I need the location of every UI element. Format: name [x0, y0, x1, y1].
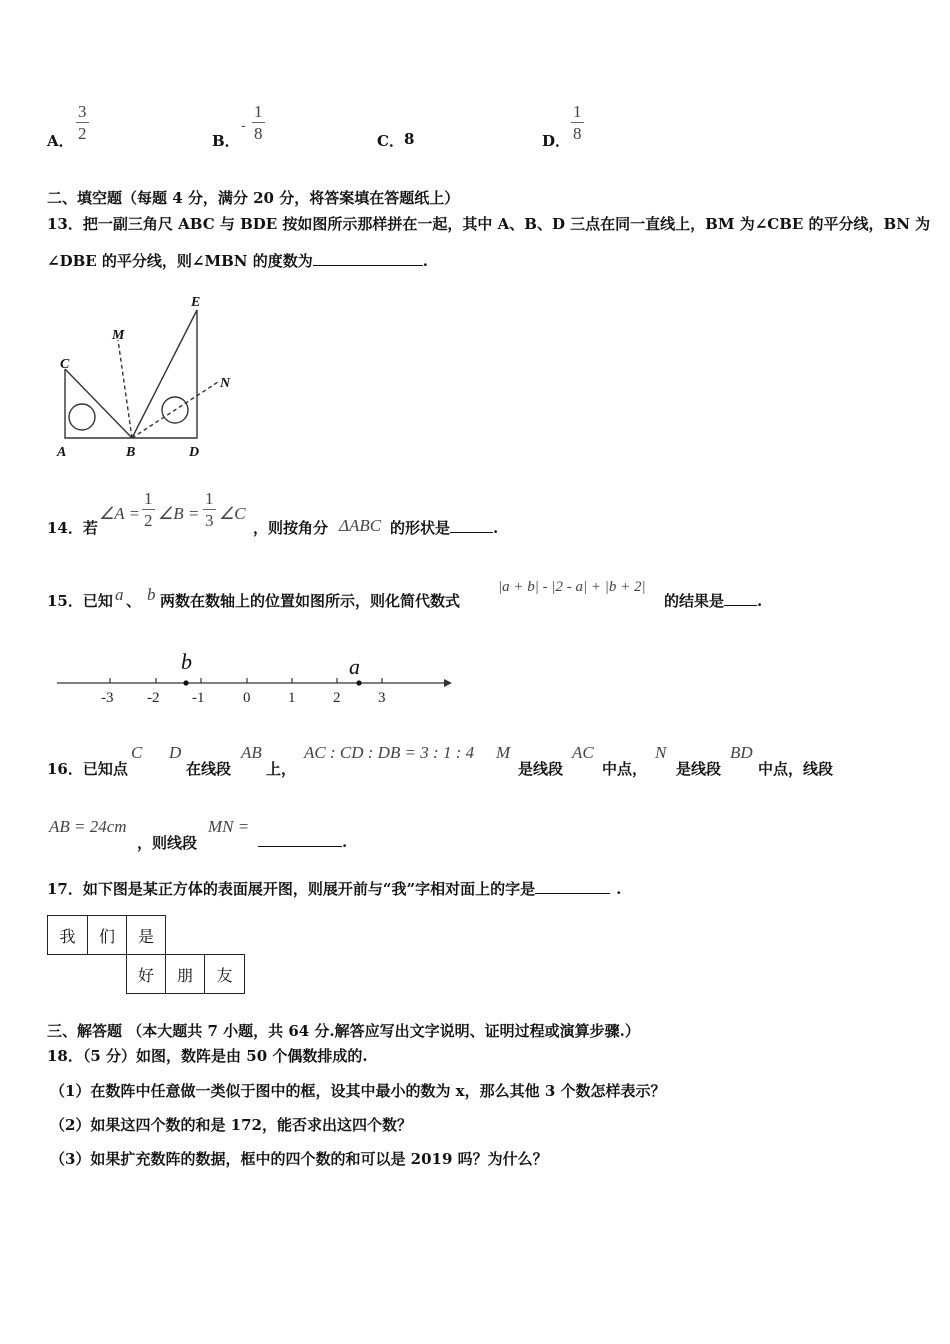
option-a-label: A． [47, 132, 74, 150]
option-c-label: C． [377, 132, 404, 150]
q13-period: . [422, 252, 428, 270]
q18-part-1: （1）在数阵中任意做一类似于图中的框，设其中最小的数为 x，那么其他 3 个数怎样表示？ [50, 1082, 666, 1100]
q14-answer-blank[interactable] [450, 518, 493, 533]
option-d-denominator: 8 [573, 124, 582, 143]
net-cell-top-2: 们 [87, 915, 127, 955]
q16-ab: AB [241, 743, 262, 762]
label-e: E [191, 295, 201, 310]
q13-line2-text: ∠DBE 的平分线，则∠MBN 的度数为 [47, 252, 313, 270]
q16-t3: 是线段 [518, 760, 564, 778]
net-cell-bottom-1: 好 [126, 954, 166, 994]
triangles-outline [65, 310, 197, 438]
q17-answer-blank[interactable] [535, 879, 610, 894]
tick-label-neg3: -3 [101, 690, 114, 706]
section-3-title: 三、解答题 （本大题共 7 小题，共 64 分.解答应写出文字说明、证明过程或演算步骤.） [47, 1022, 640, 1040]
q17-stem [47, 878, 621, 899]
q16-period: . [342, 833, 348, 851]
label-b: B [126, 445, 136, 460]
q16-length: AB = 24cm [49, 817, 127, 836]
q15-answer-blank[interactable] [724, 591, 757, 606]
q16-answer-blank[interactable] [258, 832, 342, 847]
q17-period: . [616, 880, 622, 898]
q13-answer-blank[interactable] [313, 251, 423, 266]
tick-label-3: 3 [378, 690, 386, 706]
q15-suffix-text: 的结果是 [664, 592, 725, 610]
option-d-fraction [571, 103, 584, 142]
q14-angle-b: ∠B = [158, 504, 200, 523]
q14-f2-denominator: 3 [205, 511, 214, 530]
q15-suffix [664, 590, 762, 611]
q16-t4: 中点， [602, 760, 648, 778]
option-b-sign: - [241, 118, 246, 134]
q13-line2 [47, 250, 428, 271]
cube-net [47, 915, 247, 995]
q16-prefix: 16．已知点 [47, 760, 128, 778]
q14-f2-numerator: 1 [205, 489, 214, 508]
q16-t7: ，则线段 [137, 834, 198, 852]
q18-part-2: （2）如果这四个数的和是 172，能否求出这四个数？ [50, 1116, 412, 1134]
q14-f1-denominator: 2 [144, 511, 153, 530]
tick-label-neg2: -2 [147, 690, 160, 706]
q16-mn: MN = [208, 817, 250, 836]
q16-t1: 在线段 [186, 760, 232, 778]
option-c-value: 8 [404, 130, 415, 148]
q15-expression: |a + b| - |2 - a| + |b + 2| [498, 579, 646, 595]
label-d: D [189, 445, 200, 460]
q16-m: M [496, 743, 511, 762]
net-cell-bottom-3: 友 [204, 954, 245, 994]
q15-sep: 、 [126, 592, 142, 610]
option-a-fraction [76, 103, 89, 142]
label-a: A [57, 445, 67, 460]
q14-fraction-1 [142, 490, 155, 529]
option-b-numerator: 1 [254, 102, 263, 121]
q13-line1: 13．把一副三角尺 ABC 与 BDE 按如图所示那样拼在一起，其中 A、B、D 三点在同一直线上，BM 为∠CBE 的平分线，BN 为 [47, 215, 931, 233]
q16-ratio: AC : CD : DB = 3 : 1 : 4 [304, 743, 475, 762]
q15-prefix: 15．已知 [47, 592, 113, 610]
section-2-title: 二、填空题（每题 4 分，满分 20 分，将答案填在答题纸上） [47, 189, 460, 207]
q16-t6: 中点，线段 [758, 760, 834, 778]
ray-bm [118, 340, 132, 438]
option-d-label: D． [542, 132, 571, 150]
tick-label-neg1: -1 [192, 690, 205, 706]
q14-angle-c: ∠C [219, 504, 246, 523]
triangle-abc-hole [69, 404, 95, 430]
q16-bd: BD [730, 743, 753, 762]
q14-suffix [390, 517, 498, 538]
q16-answer [258, 832, 347, 851]
q14-f1-numerator: 1 [144, 489, 153, 508]
q18-stem: 18．（5 分）如图，数阵是由 50 个偶数排成的. [47, 1047, 368, 1065]
q14-fraction-2 [203, 490, 216, 529]
option-d-numerator: 1 [573, 102, 582, 121]
number-line-arrow [444, 679, 452, 687]
q16-n: N [655, 743, 667, 762]
point-a-dot [356, 680, 361, 685]
q15-period: . [757, 592, 763, 610]
q18-part-3: （3）如果扩充数阵的数据，框中的四个数的和可以是 2019 吗？为什么？ [50, 1150, 548, 1168]
q14-period: . [493, 519, 499, 537]
q14-angle-a: ∠A = [99, 504, 141, 523]
tick-label-0: 0 [243, 690, 251, 706]
q15-a: a [115, 585, 124, 604]
q16-ac: AC [572, 743, 594, 762]
label-n: N [220, 376, 231, 391]
q16-c: C [131, 743, 143, 762]
q16-t5: 是线段 [676, 760, 722, 778]
point-a-label: a [349, 654, 360, 679]
q15-b: b [147, 585, 156, 604]
ray-bn [132, 382, 218, 438]
option-a-denominator: 2 [78, 124, 87, 143]
tick-label-1: 1 [288, 690, 296, 706]
option-a-numerator: 3 [78, 102, 87, 121]
q13-figure [52, 290, 252, 465]
q15-mid: 两数在数轴上的位置如图所示，则化简代数式 [160, 592, 461, 610]
tick-label-2: 2 [333, 690, 341, 706]
q17-text: 17．如下图是某正方体的表面展开图，则展开前与“我”字相对面上的字是 [47, 880, 536, 898]
q16-t2: 上， [266, 760, 297, 778]
option-b-fraction [252, 103, 265, 142]
q14-prefix: 14．若 [47, 519, 98, 537]
point-b-label: b [181, 649, 192, 674]
net-cell-top-3: 是 [126, 915, 166, 955]
q14-triangle: ΔABC [339, 516, 382, 535]
net-cell-bottom-2: 朋 [165, 954, 205, 994]
q16-d: D [169, 743, 182, 762]
q14-suffix-text: 的形状是 [390, 519, 451, 537]
label-m: M [112, 328, 125, 343]
option-b-denominator: 8 [254, 124, 263, 143]
q14-mid: ，则按角分 [253, 519, 329, 537]
number-line [52, 645, 452, 710]
net-cell-top-1: 我 [47, 915, 88, 955]
label-c: C [60, 357, 70, 372]
point-b-dot [183, 680, 188, 685]
option-b-label: B． [212, 132, 240, 150]
